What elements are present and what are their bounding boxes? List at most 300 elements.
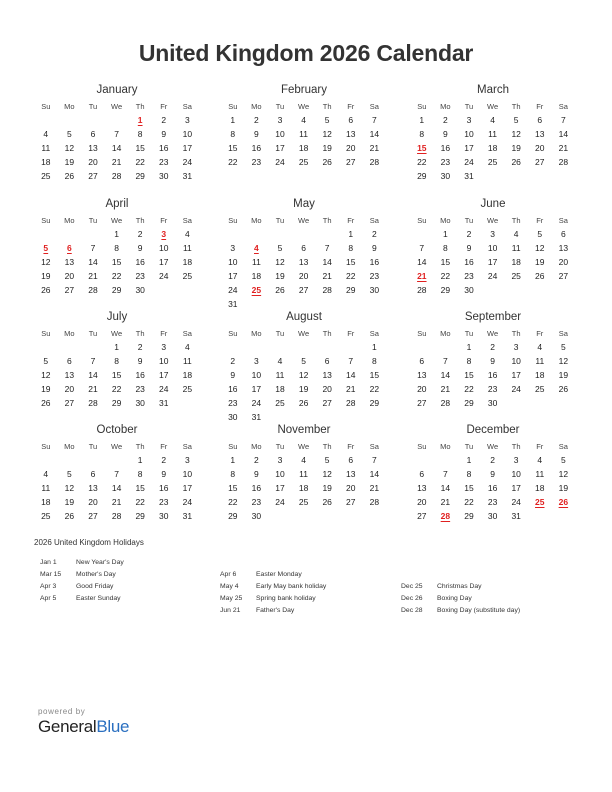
day-cell: 30 [159,171,169,181]
day-cell: 5 [67,469,72,479]
month-name: September [464,311,522,323]
day-cell: 2 [254,455,259,465]
day-cell: 8 [230,129,236,139]
weekday-header: Th [322,442,332,451]
holiday-date: Dec 25 [401,583,423,590]
day-cell: 30 [251,511,262,521]
day-cell: 21 [111,157,122,167]
day-cell: 8 [443,243,448,253]
weekday-header: Su [417,329,427,338]
day-cell: 23 [440,157,451,167]
day-cell: 1 [230,455,236,465]
brand-logo[interactable] [38,717,129,737]
holiday-day-cell: 1 [137,115,143,125]
day-cell: 12 [322,129,332,139]
day-cell: 18 [182,370,193,380]
day-cell: 20 [64,384,75,394]
day-cell: 6 [348,115,354,125]
day-cell: 25 [511,271,521,281]
holiday-date: Apr 6 [220,571,237,578]
weekday-header: Tu [88,102,98,111]
day-cell: 15 [440,257,451,267]
day-cell: 2 [137,229,143,239]
weekday-header: Su [41,216,51,225]
day-cell: 5 [560,455,566,465]
holiday-entry [40,557,124,569]
day-cell: 6 [537,115,543,125]
holiday-list-col-3 [401,581,520,617]
weekday-header: Fr [536,442,544,451]
weekday-header: We [111,216,123,225]
weekday-header: Tu [464,102,474,111]
month-october [34,423,200,523]
day-cell: 27 [298,285,309,295]
day-cell: 29 [135,511,145,521]
day-cell: 8 [137,129,143,139]
day-cell: 27 [417,398,427,408]
day-cell: 29 [111,398,122,408]
day-cell: 25 [487,157,498,167]
empty-cell [81,113,105,127]
holiday-date: Dec 26 [401,595,423,602]
day-cell: 18 [251,271,262,281]
day-cell: 22 [346,271,356,281]
day-cell: 10 [182,129,193,139]
weekday-header: Su [228,329,238,338]
month-december [410,423,576,523]
day-cell: 19 [322,483,332,493]
day-cell: 12 [298,370,309,380]
day-cell: 19 [64,157,75,167]
empty-cell [81,340,105,354]
day-cell: 25 [298,497,309,507]
day-cell: 10 [511,469,521,479]
day-cell: 24 [182,157,193,167]
day-cell: 26 [41,285,51,295]
holiday-date: Dec 28 [401,607,423,614]
month-name: December [466,424,520,436]
day-cell: 23 [369,271,380,281]
day-cell: 3 [254,356,259,366]
day-cell: 24 [487,271,498,281]
day-cell: 29 [464,511,474,521]
day-cell: 4 [43,129,49,139]
day-cell: 8 [466,356,472,366]
day-cell: 18 [275,384,285,394]
weekday-header: We [487,216,499,225]
day-cell: 16 [135,257,145,267]
holiday-name: Mother's Day [76,571,116,578]
holiday-list-col-2 [220,569,326,617]
day-cell: 11 [535,356,545,366]
day-cell: 11 [251,257,261,267]
day-cell: 13 [64,257,75,267]
weekday-header: Sa [558,216,568,225]
day-cell: 28 [88,285,98,295]
day-cell: 5 [43,356,49,366]
day-cell: 9 [371,243,377,253]
day-cell: 9 [443,129,448,139]
day-cell: 22 [111,384,122,394]
month-name: May [293,198,315,210]
day-cell: 4 [184,229,190,239]
weekday-header: Tu [88,442,98,451]
day-cell: 12 [275,257,285,267]
day-cell: 16 [135,370,145,380]
weekday-header: Sa [369,442,379,451]
weekday-header: Mo [440,216,451,225]
day-cell: 24 [228,285,238,295]
day-cell: 8 [230,469,236,479]
day-cell: 5 [301,356,306,366]
weekday-header: We [487,442,499,451]
empty-cell [339,340,363,354]
day-cell: 3 [513,455,519,465]
day-cell: 17 [182,143,193,153]
day-cell: 24 [251,398,262,408]
day-cell: 29 [346,285,356,295]
day-cell: 10 [487,243,498,253]
holiday-name: New Year's Day [76,559,124,566]
day-cell: 4 [490,115,495,125]
day-cell: 1 [466,342,472,352]
empty-cell [58,453,82,467]
holiday-day-cell: 26 [558,497,569,507]
day-cell: 2 [161,115,167,125]
empty-cell [268,340,292,354]
day-cell: 7 [443,469,448,479]
day-cell: 22 [440,271,451,281]
day-cell: 17 [511,483,521,493]
day-cell: 14 [417,257,427,267]
day-cell: 23 [464,271,474,281]
weekday-header: Th [135,102,145,111]
day-cell: 15 [111,370,122,380]
day-cell: 1 [371,342,377,352]
day-cell: 22 [417,157,427,167]
day-cell: 21 [88,384,98,394]
day-cell: 22 [135,497,145,507]
weekday-header: Mo [64,329,75,338]
page-title: United Kingdom 2026 Calendar [138,40,474,66]
day-cell: 1 [114,342,119,352]
day-cell: 20 [88,157,98,167]
day-cell: 29 [464,398,474,408]
day-cell: 3 [490,229,495,239]
day-cell: 22 [464,384,474,394]
day-cell: 8 [371,356,377,366]
holiday-name: Boxing Day [437,595,472,602]
holiday-name: Easter Monday [256,571,302,578]
day-cell: 14 [322,257,332,267]
day-cell: 25 [41,171,51,181]
weekday-header: Su [417,102,427,111]
day-cell: 9 [466,243,472,253]
day-cell: 16 [159,143,169,153]
day-cell: 5 [537,229,543,239]
day-cell: 23 [228,398,238,408]
weekday-header: We [298,442,310,451]
day-cell: 24 [464,157,474,167]
day-cell: 12 [41,370,51,380]
day-cell: 4 [43,469,49,479]
weekday-header: Mo [440,442,451,451]
day-cell: 25 [298,157,309,167]
day-cell: 19 [511,143,521,153]
weekday-header: Th [511,329,521,338]
day-cell: 15 [369,370,380,380]
day-cell: 17 [159,257,169,267]
day-cell: 21 [440,497,451,507]
weekday-header: Sa [182,102,192,111]
day-cell: 16 [487,370,498,380]
day-cell: 14 [346,370,356,380]
day-cell: 15 [228,483,238,493]
day-cell: 11 [299,129,308,139]
holiday-day-cell: 25 [251,285,262,295]
day-cell: 10 [511,356,521,366]
day-cell: 19 [298,384,309,394]
day-cell: 16 [464,257,474,267]
weekday-header: Fr [536,216,544,225]
day-cell: 26 [511,157,521,167]
weekday-header: Fr [160,102,168,111]
day-cell: 23 [135,384,145,394]
day-cell: 21 [111,497,122,507]
day-cell: 9 [490,469,495,479]
day-cell: 25 [182,384,193,394]
day-cell: 6 [324,356,330,366]
day-cell: 27 [346,157,356,167]
day-cell: 14 [440,370,451,380]
day-cell: 5 [324,115,330,125]
day-cell: 21 [322,271,332,281]
empty-cell [434,340,458,354]
day-cell: 20 [346,483,356,493]
day-cell: 19 [41,384,51,394]
day-cell: 8 [137,469,143,479]
day-cell: 4 [301,115,306,125]
day-cell: 30 [135,285,145,295]
day-cell: 21 [558,143,569,153]
weekday-header: Su [228,216,238,225]
day-cell: 10 [251,370,262,380]
day-cell: 29 [369,398,380,408]
day-cell: 26 [322,497,332,507]
day-cell: 6 [301,243,306,253]
empty-cell [58,227,82,241]
day-cell: 12 [322,469,332,479]
weekday-header: Th [511,102,521,111]
day-cell: 11 [41,143,51,153]
day-cell: 13 [535,129,545,139]
holiday-date: Mar 15 [40,571,62,578]
day-cell: 1 [466,455,472,465]
day-cell: 14 [369,129,380,139]
day-cell: 25 [41,511,51,521]
month-july [34,310,200,410]
holiday-name: Early May bank holiday [256,583,327,590]
day-cell: 27 [64,398,75,408]
day-cell: 7 [371,115,377,125]
day-cell: 30 [440,171,451,181]
day-cell: 24 [275,497,285,507]
day-cell: 18 [298,483,309,493]
day-cell: 25 [535,384,545,394]
empty-cell [410,340,434,354]
day-cell: 1 [443,229,448,239]
empty-cell [434,453,458,467]
day-cell: 20 [346,143,356,153]
month-june [410,197,576,297]
weekday-header: Th [511,216,521,225]
day-cell: 11 [275,370,285,380]
day-cell: 29 [228,511,238,521]
holiday-date: Apr 3 [40,583,57,590]
day-cell: 1 [348,229,354,239]
weekday-header: We [298,216,310,225]
day-cell: 18 [511,257,521,267]
day-cell: 28 [322,285,332,295]
weekday-header: We [487,329,499,338]
day-cell: 19 [558,370,569,380]
day-cell: 14 [111,143,122,153]
day-cell: 9 [490,356,495,366]
day-cell: 5 [513,115,519,125]
day-cell: 19 [41,271,51,281]
weekday-header: Tu [275,216,285,225]
weekday-header: Sa [558,102,568,111]
day-cell: 16 [251,143,262,153]
weekday-header: Su [417,442,427,451]
day-cell: 28 [417,285,427,295]
day-cell: 28 [558,157,569,167]
day-cell: 22 [111,271,122,281]
holiday-date: Jun 21 [220,607,241,614]
holiday-date: May 4 [220,583,239,590]
weekday-header: Fr [536,329,544,338]
weekday-header: Mo [64,442,75,451]
day-cell: 5 [277,243,283,253]
day-cell: 24 [159,271,169,281]
day-cell: 29 [417,171,427,181]
day-cell: 7 [443,356,448,366]
day-cell: 10 [275,469,285,479]
day-cell: 18 [41,157,51,167]
day-cell: 20 [417,497,427,507]
weekday-header: Mo [251,442,262,451]
day-cell: 13 [322,370,332,380]
weekday-header: Mo [64,216,75,225]
day-cell: 22 [228,497,238,507]
footer-branding [38,707,129,737]
month-name: October [96,424,138,436]
day-cell: 14 [558,129,569,139]
day-cell: 11 [41,483,51,493]
month-name: April [105,198,129,210]
empty-cell [410,453,434,467]
holiday-entry [220,605,326,617]
day-cell: 28 [111,511,122,521]
day-cell: 6 [419,469,425,479]
day-cell: 12 [558,469,569,479]
day-cell: 24 [182,497,193,507]
weekday-header: Su [228,442,238,451]
day-cell: 27 [88,171,98,181]
day-cell: 10 [275,129,285,139]
weekday-header: Tu [88,329,98,338]
weekday-header: Sa [558,442,568,451]
day-cell: 17 [159,370,169,380]
day-cell: 23 [251,497,262,507]
day-cell: 11 [299,469,308,479]
weekday-header: Mo [251,216,262,225]
day-cell: 23 [135,271,145,281]
empty-cell [81,227,105,241]
day-cell: 2 [466,229,472,239]
day-cell: 31 [182,171,193,181]
weekday-header: Th [511,442,521,451]
empty-cell [292,227,316,241]
day-cell: 24 [511,384,521,394]
day-cell: 7 [348,356,354,366]
day-cell: 9 [137,243,143,253]
day-cell: 2 [254,115,259,125]
weekday-header: Mo [440,329,451,338]
empty-cell [268,227,292,241]
day-cell: 12 [64,143,75,153]
holiday-date: Jan 1 [40,559,57,566]
day-cell: 3 [230,243,236,253]
weekday-header: We [111,329,123,338]
holiday-name: Boxing Day (substitute day) [437,607,521,614]
day-cell: 15 [135,483,145,493]
day-cell: 13 [346,469,356,479]
day-cell: 17 [511,370,521,380]
day-cell: 13 [64,370,75,380]
day-cell: 15 [111,257,122,267]
holiday-entry [401,581,520,593]
day-cell: 13 [346,129,356,139]
day-cell: 9 [254,129,259,139]
day-cell: 27 [322,398,332,408]
empty-cell [58,340,82,354]
day-cell: 30 [369,285,380,295]
day-cell: 2 [490,455,495,465]
day-cell: 8 [419,129,425,139]
day-cell: 18 [298,143,309,153]
day-cell: 30 [464,285,474,295]
day-cell: 29 [111,285,122,295]
weekday-header: Su [41,102,51,111]
day-cell: 4 [277,356,283,366]
holiday-entry [40,581,124,593]
weekday-header: We [487,102,499,111]
day-cell: 6 [419,356,425,366]
weekday-header: Mo [64,102,75,111]
day-cell: 23 [159,497,169,507]
day-cell: 24 [275,157,285,167]
weekday-header: Sa [369,102,379,111]
day-cell: 21 [369,143,380,153]
day-cell: 5 [560,342,566,352]
day-cell: 14 [440,483,451,493]
day-cell: 16 [487,483,498,493]
day-cell: 29 [135,171,145,181]
empty-cell [105,113,129,127]
empty-cell [221,340,245,354]
day-cell: 2 [443,115,448,125]
